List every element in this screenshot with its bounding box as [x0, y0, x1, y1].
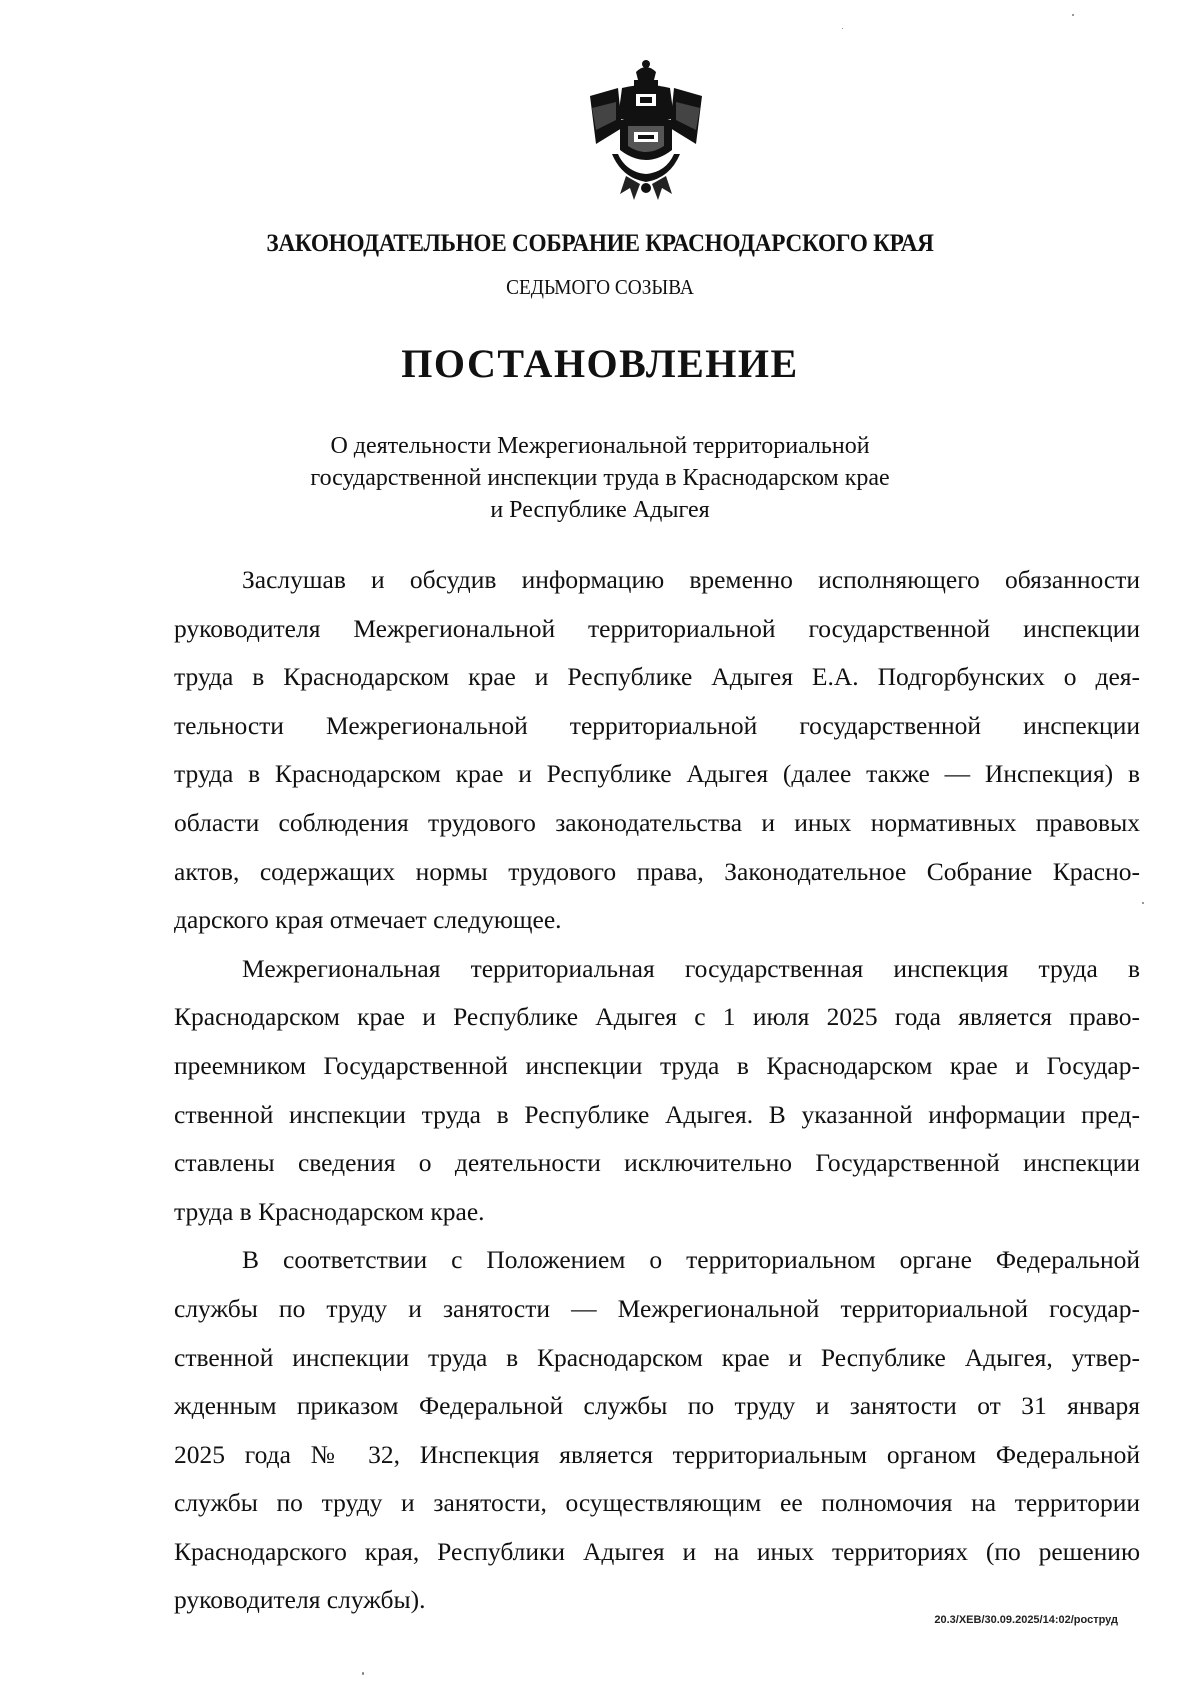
organization-title: ЗАКОНОДАТЕЛЬНОЕ СОБРАНИЕ КРАСНОДАРСКОГО КРАЯ [266, 230, 934, 257]
body-line: жденным приказом Федеральной службы по труду и занятости от 31 января [174, 1391, 1140, 1421]
body-line: Краснодарского края, Республики Адыгея и на иных территориях (по решению [174, 1536, 1140, 1566]
body-line: Межрегиональная территориальная государственная инспекция труда в [242, 953, 1140, 983]
convocation-subtitle: СЕДЬМОГО СОЗЫВА [506, 275, 694, 299]
body-line: Краснодарском крае и Республике Адыгея с 1 июля 2025 года является право- [174, 1002, 1140, 1032]
body-line: руководителя Межрегиональной территориальной государственной инспекции [174, 613, 1140, 643]
body-line: службы по труду и занятости, осуществляющим ее полномочия на территории [174, 1488, 1140, 1518]
body-line: ственной инспекции труда в Краснодарском крае и Республике Адыгея, утвер- [174, 1342, 1140, 1372]
document-body [174, 556, 1140, 1625]
body-line: 2025 года № 32, Инспекция является территориальным органом Федеральной [174, 1439, 1140, 1469]
registration-code: 20.3/ХЕВ/30.09.2025/14:02/роструд [934, 1614, 1118, 1626]
body-line: тельности Межрегиональной территориальной государственной инспекции [174, 710, 1140, 740]
body-line: ственной инспекции труда в Республике Адыгея. В указанной информации пред- [174, 1099, 1140, 1129]
document-type-heading: ПОСТАНОВЛЕНИЕ [401, 341, 799, 386]
body-line: ставлены сведения о деятельности исключительно Государственной инспекции [174, 1148, 1140, 1178]
body-line: преемником Государственной инспекции труда в Краснодарском крае и Государ- [174, 1050, 1140, 1080]
body-line: дарского края отмечает следующее. [174, 905, 562, 935]
body-line: труда в Краснодарском крае. [174, 1196, 485, 1226]
subject-line: государственной инспекции труда в Краснодарском крае [310, 465, 890, 491]
body-line: службы по труду и занятости — Межрегиональной территориальной государ- [174, 1293, 1140, 1323]
coat-of-arms-emblem [582, 58, 710, 206]
scan-speck [842, 28, 843, 29]
body-line: В соответствии с Положением о территориальном органе Федеральной [242, 1245, 1140, 1275]
scan-speck [362, 1672, 364, 1675]
document-subject [0, 430, 1200, 526]
body-line: области соблюдения трудового законодательства и иных нормативных правовых [174, 807, 1140, 837]
scan-speck [1142, 902, 1144, 904]
body-line: труда в Краснодарском крае и Республике Адыгея (далее также — Инспекция) в [174, 759, 1140, 789]
subject-line: и Республике Адыгея [490, 497, 710, 523]
scan-speck [1072, 14, 1074, 16]
subject-line: О деятельности Межрегиональной территориальной [330, 433, 870, 459]
body-line: руководителя службы). [174, 1585, 426, 1615]
body-line: труда в Краснодарском крае и Республике Адыгея Е.А. Подгорбунских о дея- [174, 662, 1140, 692]
body-line: Заслушав и обсудив информацию временно исполняющего обязанности [242, 565, 1140, 594]
body-line: актов, содержащих нормы трудового права, Законодательное Собрание Красно- [174, 856, 1140, 886]
